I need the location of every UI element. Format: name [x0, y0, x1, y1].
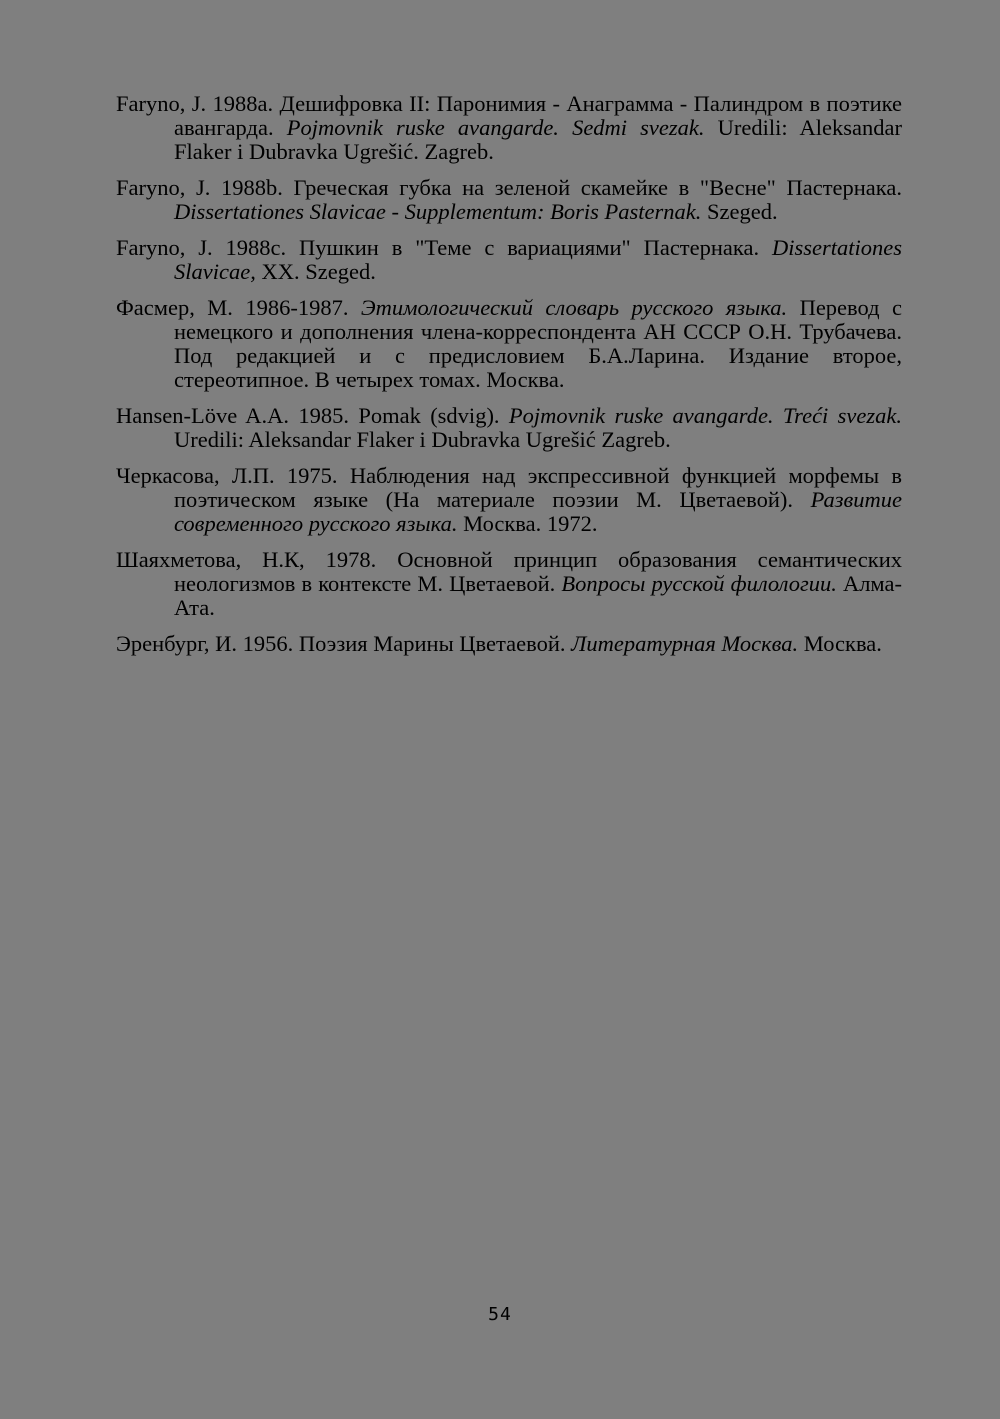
- reference-source-title: Pojmovnik ruske avangarde. Treći svezak.: [508, 403, 902, 428]
- reference-entry: [116, 632, 902, 656]
- reference-publication: Uredili: Aleksandar Flaker i Dubravka Ugrešić Zagreb.: [174, 427, 671, 452]
- reference-entry: [116, 464, 902, 536]
- reference-publication: Uredili: Aleksandar Flaker i Dubravka Ugrešić. Zagreb.: [174, 115, 902, 164]
- reference-entry: [116, 548, 902, 620]
- reference-entry: [116, 404, 902, 452]
- reference-text: Faryno, J. 1988a. Дешифровка II: Паронимия - Анаграмма - Палиндром в поэтике авангарда.: [116, 91, 902, 140]
- reference-text: Faryno, J. 1988b. Греческая губка на зеленой скамейке в "Весне" Пастернака.: [116, 175, 902, 200]
- reference-publication: Перевод с немецкого и дополнения члена-корреспондента АН СССР О.Н. Трубачева. Под редакцией и с предисловием Б.А.Ларина. Издание второе, стереотипное. В четырех томах. Москва.: [174, 295, 902, 392]
- reference-entry: [116, 176, 902, 224]
- reference-source-title: Pojmovnik ruske avangarde. Sedmi svezak.: [286, 115, 705, 140]
- reference-source-title: Dissertationes Slavicae - Supplementum: Boris Pasternak.: [174, 199, 702, 224]
- reference-list: [116, 92, 902, 668]
- reference-source-title: Развитие современного русского языка.: [174, 487, 902, 536]
- reference-text: Фасмер, М. 1986-1987.: [116, 295, 361, 320]
- reference-publication: Алма-Ата.: [174, 571, 902, 620]
- reference-text: Hansen-Löve A.A. 1985. Pomak (sdvig).: [116, 403, 509, 428]
- reference-publication: Москва.: [798, 631, 882, 656]
- page-number: 54: [488, 1304, 512, 1325]
- reference-text: Faryno, J. 1988c. Пушкин в "Теме с вариациями" Пастернака.: [116, 235, 772, 260]
- reference-entry: [116, 236, 902, 284]
- reference-entry: [116, 92, 902, 164]
- reference-publication: Москва. 1972.: [457, 511, 598, 536]
- reference-publication: Szeged.: [701, 199, 778, 224]
- reference-text: Эренбург, И. 1956. Поэзия Марины Цветаевой.: [116, 631, 572, 656]
- reference-source-title: Вопросы русской филологии.: [561, 571, 837, 596]
- reference-text: Шаяхметова, Н.К, 1978. Основной принцип образования семантических неологизмов в контексте М. Цветаевой.: [116, 547, 902, 596]
- reference-source-title: Этимологический словарь русского языка.: [360, 295, 788, 320]
- reference-text: Черкасова, Л.П. 1975. Наблюдения над экспрессивной функцией морфемы в поэтическом языке (На материале поэзии М. Цветаевой).: [116, 463, 902, 512]
- reference-source-title: Литературная Москва.: [571, 631, 799, 656]
- reference-entry: [116, 296, 902, 392]
- reference-publication: XX. Szeged.: [255, 259, 376, 284]
- reference-source-title: Dissertationes Slavicae,: [174, 235, 902, 284]
